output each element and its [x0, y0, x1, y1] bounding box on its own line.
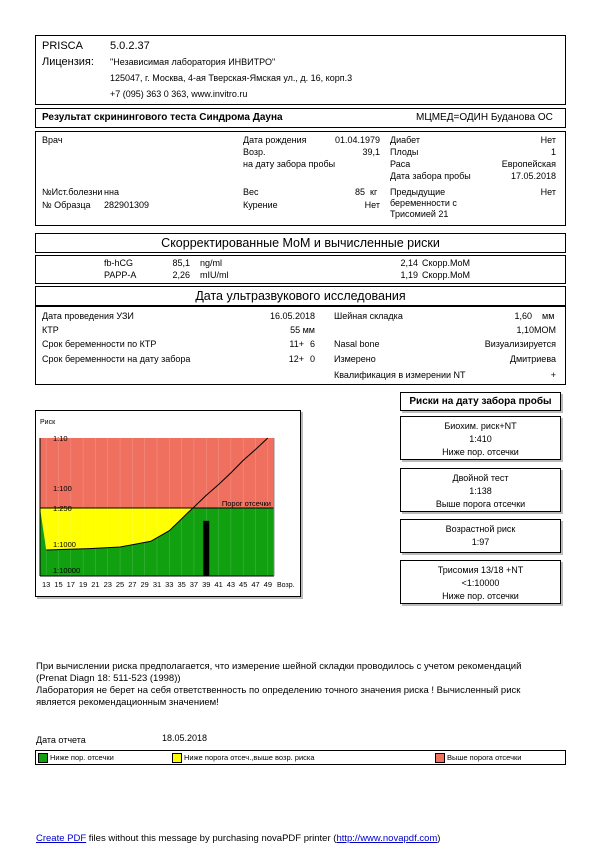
cutoff-label: Порог отсечки — [221, 499, 271, 508]
create-pdf-link[interactable]: Create PDF — [36, 833, 87, 844]
x-tick-label: 33 — [165, 580, 174, 589]
mom-value: 85,1 — [172, 258, 190, 268]
report-date-label: Дата отчета — [36, 735, 86, 745]
mom-name: PAPP-A — [104, 270, 137, 280]
x-tick-label: 37 — [189, 580, 199, 589]
us-title: Дата ультразвукового исследования — [195, 289, 406, 303]
note-line-4: является рекомендационным значением! — [36, 697, 219, 708]
sample-value: 282901309 — [104, 200, 150, 210]
report-date-value: 18.05.2018 — [162, 733, 208, 743]
novapdf-link[interactable]: http://www.novapdf.com — [336, 833, 438, 844]
legend-green-swatch — [38, 753, 48, 763]
qual-label: Квалификация в измерении NT — [334, 370, 466, 380]
nasal-value: Визуализируется — [484, 339, 556, 349]
risk-box — [400, 560, 561, 604]
legend-red — [435, 751, 521, 764]
weight-value: 85 — [354, 187, 365, 197]
x-tick-label: 15 — [54, 580, 63, 589]
note-line-1: При вычислении риска предполагается, что измерение шейной складки проводилось с учетом рекомендаций — [36, 661, 522, 672]
weight-label: Вес — [243, 187, 259, 197]
risks-header: Риски на дату забора пробы — [409, 396, 552, 407]
history-value: нна — [104, 187, 119, 197]
risk-note: Ниже пор. отсечки — [442, 591, 519, 601]
weight-unit: кг — [370, 187, 378, 197]
x-axis-label: Возр. — [277, 582, 295, 589]
legend-red-swatch — [435, 753, 445, 763]
x-tick-label: 23 — [103, 580, 112, 589]
mom-mom: 1,19 — [400, 270, 418, 280]
doctor-label: Врач — [42, 135, 63, 145]
risk-title: Трисомия 13/18 +NT — [437, 565, 524, 575]
ktr-value: 55 мм — [290, 325, 315, 335]
prev-label-2: беременности с — [390, 198, 457, 208]
ga-sample-days: 0 — [309, 354, 315, 364]
smoking-label: Курение — [243, 200, 278, 210]
fetus-label: Плоды — [390, 147, 419, 157]
x-tick-label: 45 — [239, 580, 248, 589]
license-label: Лицензия: — [42, 56, 94, 68]
mom-value: 2,26 — [172, 270, 190, 280]
x-tick-label: 27 — [128, 580, 137, 589]
x-tick-label: 13 — [41, 580, 51, 589]
mom-mom-label: Скорр.MoM — [422, 270, 471, 280]
measured-label: Измерено — [334, 354, 376, 364]
footer-text-end: ) — [437, 833, 441, 844]
age-label: Возр. — [243, 147, 266, 157]
x-tick-label: 29 — [140, 580, 149, 589]
mom-title: Скорректированные МоМ и вычисленные риски — [161, 236, 440, 250]
software-label: PRISCA — [42, 40, 83, 52]
sample-label: № Образца — [42, 200, 91, 210]
patient-risk-bar — [203, 521, 209, 576]
legend-red-label: Выше порога отсечки — [447, 753, 522, 762]
nt-mom: 1,10MOM — [516, 325, 556, 335]
mom-unit: ng/ml — [200, 258, 223, 268]
note-line-2: (Prenat Diagn 18: 511-523 (1998)) — [36, 673, 181, 684]
nt-label: Шейная складка — [334, 311, 403, 321]
history-label: №Ист.болезни — [42, 187, 103, 197]
ga-sample-weeks: 12+ — [288, 354, 304, 364]
risk-value: 1:410 — [469, 434, 492, 444]
note-line-3: Лаборатория не берет на себя ответственность по определению точного значения риска ! Вычисленный риск — [36, 685, 521, 696]
footer — [36, 833, 440, 844]
report-title: Результат скринингового теста Синдрома Дауна — [42, 112, 283, 123]
risk-box — [400, 519, 561, 553]
ktr-label: КТР — [42, 325, 59, 335]
risk-title: Двойной тест — [452, 473, 509, 483]
y-tick-label: 1:250 — [53, 504, 72, 513]
nasal-label: Nasal bone — [334, 339, 380, 349]
mom-unit: mIU/ml — [200, 270, 229, 280]
y-tick-label: 1:1000 — [53, 540, 76, 549]
prev-label-1: Предыдущие — [390, 187, 446, 197]
y-tick-label: 1:10 — [53, 434, 68, 443]
risk-box — [400, 416, 561, 460]
risk-title: Возрастной риск — [445, 524, 516, 534]
nt-unit: мм — [542, 311, 555, 321]
dob-value: 01.04.1979 — [334, 135, 380, 145]
x-tick-label: 25 — [115, 580, 125, 589]
us-date-label: Дата проведения УЗИ — [42, 311, 134, 321]
license-contact: +7 (095) 363 0 363, www.invitro.ru — [110, 89, 248, 99]
mom-mom: 2,14 — [400, 258, 418, 268]
prev-label-3: Трисомией 21 — [390, 209, 449, 219]
y-tick-label: 1:10000 — [53, 566, 81, 575]
risk-note: Ниже пор. отсечки — [442, 447, 519, 457]
ga-ktr-label: Срок беременности по КТР — [42, 339, 157, 349]
measured-value: Дмитриева — [509, 354, 556, 364]
software-version: 5.0.2.37 — [110, 40, 150, 52]
risk-chart — [35, 410, 301, 597]
legend-green-label: Ниже пор. отсечки — [50, 753, 114, 762]
mom-mom-label: Скорр.MoM — [422, 258, 471, 268]
race-value: Европейская — [501, 159, 556, 169]
legend-yellow-swatch — [172, 753, 182, 763]
footer-text: files without this message by purchasing novaPDF printer ( — [86, 833, 337, 844]
risk-note: Выше порога отсечки — [435, 499, 526, 509]
risk-value: <1:10000 — [461, 578, 500, 588]
x-tick-label: 47 — [251, 580, 260, 589]
sample-date-value: 17.05.2018 — [510, 171, 556, 181]
x-tick-label: 49 — [263, 580, 273, 589]
legend-yellow — [172, 751, 315, 764]
x-tick-label: 21 — [91, 580, 100, 589]
age-note: на дату забора пробы — [243, 159, 336, 169]
risk-value: 1:97 — [471, 537, 490, 547]
legend-yellow-label: Ниже порога отсеч.,выше возр. риска — [184, 753, 315, 762]
dob-label: Дата рождения — [243, 135, 307, 145]
prev-value: Нет — [540, 187, 556, 197]
x-tick-label: 41 — [214, 580, 223, 589]
mom-name: fb-hCG — [104, 258, 134, 268]
diabetes-label: Диабет — [390, 135, 421, 145]
y-axis-label: Риск — [40, 419, 56, 426]
x-tick-label: 39 — [202, 580, 211, 589]
x-tick-label: 35 — [177, 580, 186, 589]
y-tick-label: 1:100 — [53, 484, 72, 493]
risk-value: 1:138 — [469, 486, 492, 496]
qual-value: + — [550, 370, 556, 380]
diabetes-value: Нет — [540, 135, 556, 145]
ga-sample-label: Срок беременности на дату забора — [42, 354, 191, 364]
x-tick-label: 43 — [226, 580, 236, 589]
license-address: 125047, г. Москва, 4-ая Тверская-Ямская ул., д. 16, корп.3 — [110, 73, 353, 83]
risk-box — [400, 468, 561, 512]
sample-date-label: Дата забора пробы — [390, 171, 471, 181]
race-label: Раса — [390, 159, 411, 169]
license-org: "Независимая лаборатория ИНВИТРО" — [110, 57, 276, 67]
us-date-value: 16.05.2018 — [269, 311, 315, 321]
x-tick-label: 19 — [78, 580, 88, 589]
fetus-value: 1 — [550, 147, 556, 157]
risk-title: Биохим. риск+NT — [444, 421, 517, 431]
legend-green — [38, 751, 114, 764]
x-tick-label: 17 — [66, 580, 75, 589]
ga-ktr-weeks: 11+ — [289, 339, 304, 349]
ga-ktr-days: 6 — [309, 339, 315, 349]
x-tick-label: 31 — [152, 580, 162, 589]
legend-box — [35, 750, 566, 765]
nt-value: 1,60 — [514, 311, 532, 321]
age-value: 39,1 — [362, 147, 380, 157]
patient-name: МЦМЕД=ОДИН Буданова ОС — [416, 112, 553, 123]
smoking-value: Нет — [364, 200, 380, 210]
